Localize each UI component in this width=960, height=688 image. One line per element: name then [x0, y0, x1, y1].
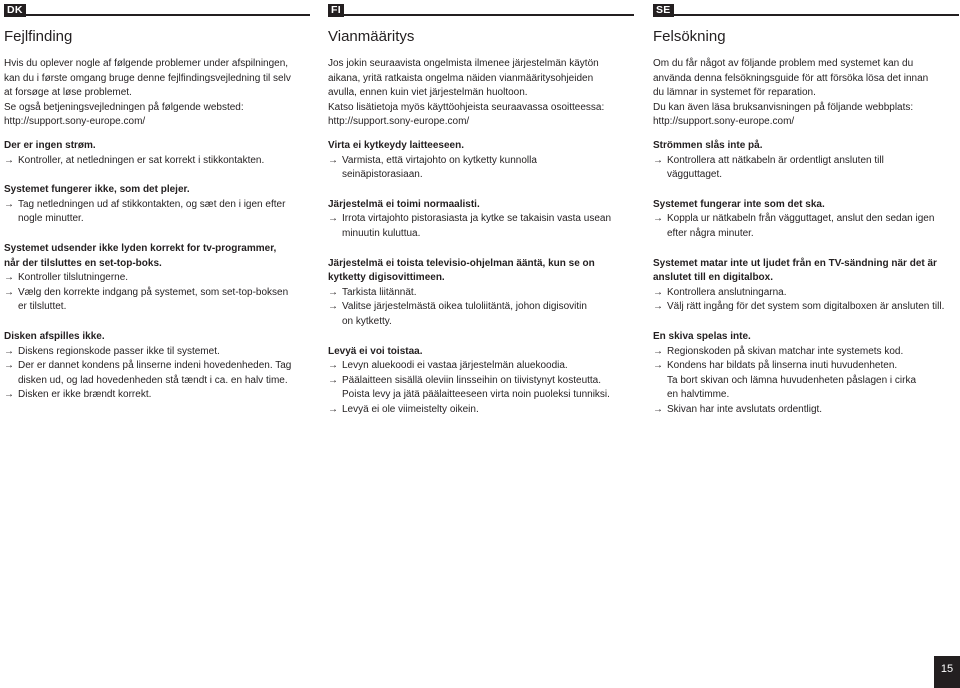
- remedy-item: [653, 212, 959, 227]
- remedy-text: Levyä ei ole viimeistelty oikein.: [342, 403, 479, 415]
- arrow-right-icon: →: [653, 360, 663, 372]
- problem-title: når der tilsluttes en set-top-boks.: [4, 257, 162, 269]
- remedy-text: Diskens regionskode passer ikke til systemet.: [18, 345, 220, 357]
- problem-item: [328, 345, 634, 418]
- remedy-text: Disken er ikke brændt korrekt.: [18, 389, 152, 401]
- column-se: [653, 4, 959, 415]
- remedy-item: [4, 286, 310, 301]
- arrow-right-icon: →: [328, 360, 338, 372]
- section-title: Fejlfinding: [4, 28, 73, 45]
- remedy-item: [328, 212, 634, 227]
- remedy-item: [4, 198, 310, 213]
- language-header: [328, 4, 634, 18]
- remedy-text: Tarkista liitännät.: [342, 286, 417, 298]
- problem-title: Systemet fungerar inte som det ska.: [653, 198, 825, 210]
- arrow-right-icon: →: [4, 154, 14, 166]
- remedy-text: vägguttaget.: [667, 169, 723, 181]
- remedy-text: Irrota virtajohto pistorasiasta ja kytke se takaisin vasta usean: [342, 213, 612, 225]
- remedy-text: Skivan har inte avslutats ordentligt.: [667, 403, 823, 415]
- intro-paragraph: [653, 57, 959, 130]
- intro-paragraph: [328, 57, 634, 130]
- remedy-item: [4, 271, 310, 286]
- remedy-text: seinäpistorasiaan.: [342, 169, 423, 181]
- remedy-text: Levyn aluekoodi ei vastaa järjestelmän aluekoodia.: [342, 360, 568, 372]
- problem-title: Virta ei kytkeydy laitteeseen.: [328, 140, 465, 151]
- arrow-right-icon: →: [4, 360, 14, 372]
- remedy-continuation: [4, 212, 310, 227]
- problem-list: [4, 139, 310, 418]
- remedy-text: Ta bort skivan och lämna huvudenheten påslagen i cirka: [667, 374, 917, 386]
- remedy-item: [328, 300, 634, 315]
- arrow-right-icon: →: [328, 403, 338, 415]
- remedy-continuation: [653, 168, 959, 183]
- intro-line: Katso lisätietoja myös käyttöohjeista seuraavassa osoitteessa:: [328, 101, 605, 113]
- intro-line: http://support.sony-europe.com/: [4, 116, 146, 128]
- arrow-right-icon: →: [4, 286, 14, 298]
- language-badge: SE: [653, 4, 674, 17]
- remedy-item: [328, 374, 634, 389]
- problem-item: [653, 330, 959, 418]
- remedy-continuation: [4, 300, 310, 315]
- arrow-right-icon: →: [4, 389, 14, 401]
- remedy-text: Kontroller tilslutningerne.: [18, 272, 129, 284]
- problem-title: Järjestelmä ei toimi normaalisti.: [328, 198, 480, 210]
- remedy-text: nogle minutter.: [18, 213, 84, 225]
- remedy-item: [328, 359, 634, 374]
- remedy-item: [328, 154, 634, 169]
- intro-line: http://support.sony-europe.com/: [653, 116, 795, 128]
- intro-line: http://support.sony-europe.com/: [328, 116, 470, 128]
- remedy-text: Päälaitteen sisällä oleviin linsseihin on tiivistynyt kosteutta.: [342, 374, 602, 386]
- arrow-right-icon: →: [4, 345, 14, 357]
- problem-item: [653, 257, 959, 315]
- section-title: Felsökning: [653, 28, 726, 45]
- problem-item: [4, 139, 310, 168]
- arrow-right-icon: →: [328, 213, 338, 225]
- arrow-right-icon: →: [653, 286, 663, 298]
- remedy-text: Kontroller, at netledningen er sat korrekt i stikkontakten.: [18, 154, 265, 166]
- arrow-right-icon: →: [328, 374, 338, 386]
- remedy-item: [4, 359, 310, 374]
- remedy-item: [4, 388, 310, 403]
- arrow-right-icon: →: [653, 213, 663, 225]
- remedy-text: Varmista, että virtajohto on kytketty kunnolla: [342, 154, 537, 166]
- remedy-continuation: [4, 374, 310, 389]
- intro-line: använda denna felsökningsguide för att försöka lösa det innan: [653, 72, 929, 84]
- header-rule: [328, 14, 634, 16]
- intro-line: aikana, yritä ratkaista ongelma näiden vianmääritysohjeiden: [328, 72, 594, 84]
- arrow-right-icon: →: [328, 301, 338, 313]
- problem-item: [328, 198, 634, 242]
- problem-item: [4, 242, 310, 315]
- remedy-item: [653, 300, 959, 315]
- remedy-item: [4, 345, 310, 360]
- remedy-text: on kytketty.: [342, 315, 392, 327]
- problem-item: [653, 139, 959, 183]
- language-badge: FI: [328, 4, 344, 17]
- remedy-text: Der er dannet kondens på linserne indeni hovedenheden. Tag: [18, 360, 292, 372]
- remedy-text: Vælg den korrekte indgang på systemet, som set-top-boksen: [18, 286, 289, 298]
- language-badge: DK: [4, 4, 26, 17]
- problem-item: [4, 183, 310, 227]
- remedy-text: Kontrollera att nätkabeln är ordentligt ansluten till: [667, 154, 884, 166]
- problem-item: [328, 139, 634, 183]
- arrow-right-icon: →: [653, 301, 663, 313]
- header-rule: [653, 14, 959, 16]
- remedy-text: Poista levy ja jätä päälaitteeseen virta noin puoleksi tunniksi.: [342, 389, 610, 401]
- header-rule: [4, 14, 310, 16]
- remedy-text: Välj rätt ingång för det system som digitalboxen är ansluten till.: [667, 301, 945, 313]
- remedy-text: Kondens har bildats på linserna inuti huvudenheten.: [667, 360, 898, 372]
- intro-line: Se også betjeningsvejledningen på følgende websted:: [4, 101, 244, 113]
- language-header: [653, 4, 959, 18]
- problem-title: Der er ingen strøm.: [4, 140, 96, 151]
- remedy-text: en halvtimme.: [667, 389, 730, 401]
- remedy-item: [4, 154, 310, 169]
- problem-item: [328, 257, 634, 330]
- intro-line: avulla, ennen kuin viet järjestelmän huoltoon.: [328, 87, 528, 99]
- remedy-item: [653, 286, 959, 301]
- arrow-right-icon: →: [328, 286, 338, 298]
- remedy-text: Tag netledningen ud af stikkontakten, og sæt den i igen efter: [18, 198, 286, 210]
- problem-title: Levyä ei voi toistaa.: [328, 345, 423, 357]
- column-dk: [4, 4, 310, 401]
- remedy-item: [653, 403, 959, 418]
- intro-line: kan du i første omgang bruge denne fejlfindingsvejledning til selv: [4, 72, 291, 84]
- page-number: 15: [934, 656, 960, 688]
- remedy-text: er tilsluttet.: [18, 301, 67, 313]
- remedy-item: [653, 359, 959, 374]
- remedy-text: Valitse järjestelmästä oikea tuloliitäntä, johon digisovitin: [342, 301, 587, 313]
- remedy-text: efter några minuter.: [667, 227, 754, 239]
- problem-title: Systemet fungerer ikke, som det plejer.: [4, 184, 190, 196]
- problem-title: Systemet udsender ikke lyden korrekt for tv-programmer,: [4, 242, 277, 254]
- language-header: [4, 4, 310, 18]
- remedy-item: [328, 286, 634, 301]
- problem-item: [4, 330, 310, 403]
- remedy-continuation: [328, 227, 634, 242]
- intro-line: Hvis du oplever nogle af følgende problemer under afspilningen,: [4, 58, 289, 69]
- remedy-continuation: [328, 388, 634, 403]
- remedy-text: disken ud, og lad hovedenheden stå tændt i ca. en halv time.: [18, 374, 288, 386]
- remedy-item: [653, 154, 959, 169]
- remedy-item: [653, 345, 959, 360]
- problem-item: [653, 198, 959, 242]
- arrow-right-icon: →: [328, 154, 338, 166]
- problem-list: [653, 139, 959, 433]
- arrow-right-icon: →: [653, 403, 663, 415]
- intro-line: du lämnar in systemet för reparation.: [653, 87, 816, 99]
- arrow-right-icon: →: [4, 272, 14, 284]
- problem-title: En skiva spelas inte.: [653, 330, 751, 342]
- remedy-text: minuutin kuluttua.: [342, 227, 421, 239]
- arrow-right-icon: →: [653, 154, 663, 166]
- problem-list: [328, 139, 634, 433]
- intro-line: Du kan även läsa bruksanvisningen på följande webbplats:: [653, 101, 914, 113]
- intro-line: Jos jokin seuraavista ongelmista ilmenee järjestelmän käytön: [328, 58, 599, 69]
- remedy-continuation: [653, 227, 959, 242]
- column-fi: [328, 4, 634, 415]
- remedy-continuation: [328, 315, 634, 330]
- problem-title: Systemet matar inte ut ljudet från en TV-sändning när det är: [653, 257, 937, 269]
- intro-line: at forsøge at løse problemet.: [4, 87, 132, 99]
- remedy-item: [328, 403, 634, 418]
- remedy-text: Koppla ur nätkabeln från vägguttaget, anslut den sedan igen: [667, 213, 935, 225]
- problem-title: kytketty digisovittimeen.: [328, 272, 445, 284]
- problem-title: Disken afspilles ikke.: [4, 330, 105, 342]
- remedy-continuation: [653, 374, 959, 389]
- remedy-text: Kontrollera anslutningarna.: [667, 286, 787, 298]
- section-title: Vianmääritys: [328, 28, 415, 45]
- arrow-right-icon: →: [4, 198, 14, 210]
- problem-title: anslutet till en digitalbox.: [653, 272, 774, 284]
- remedy-text: Regionskoden på skivan matchar inte systemets kod.: [667, 345, 904, 357]
- intro-paragraph: [4, 57, 310, 130]
- intro-line: Om du får något av följande problem med systemet kan du: [653, 58, 914, 69]
- problem-title: Järjestelmä ei toista televisio-ohjelman ääntä, kun se on: [328, 257, 595, 269]
- remedy-continuation: [653, 388, 959, 403]
- remedy-continuation: [328, 168, 634, 183]
- problem-title: Strömmen slås inte på.: [653, 140, 763, 151]
- arrow-right-icon: →: [653, 345, 663, 357]
